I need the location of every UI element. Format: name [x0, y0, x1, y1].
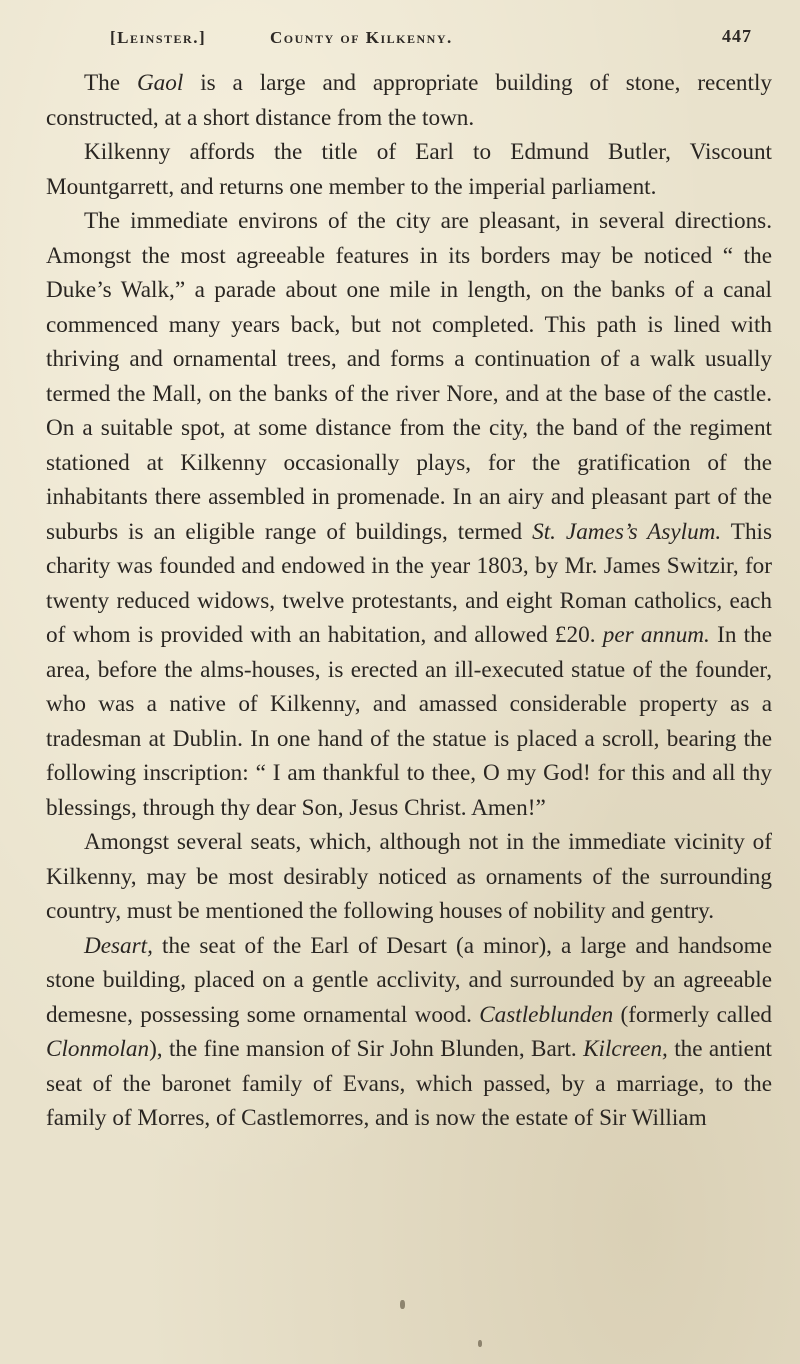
paragraph-environs — [46, 204, 772, 825]
text-run: The — [84, 70, 137, 96]
italic-term-per-annum: per annum. — [602, 622, 710, 648]
paper-wormhole — [478, 1340, 482, 1347]
paragraph-seats — [46, 825, 772, 929]
text-run: Kilkenny affords the title of Earl to Edmund Butler, Viscount Mountgarrett, and returns one member to the imperial parliament. — [46, 139, 772, 200]
italic-term-castleblunden: Castleblunden — [479, 1001, 614, 1028]
running-header — [24, 26, 780, 56]
text-run: the antient seat of the baronet family of Evans, which passed, by a marriage, to the family of Morres, of Castlemorres, and is now the estate of Sir William — [46, 1036, 772, 1131]
italic-term-asylum: St. James’s Asylum. — [532, 518, 722, 545]
paragraph-earldom — [46, 135, 772, 204]
body-text — [24, 66, 780, 1136]
italic-term-gaol: Gaol — [136, 70, 184, 96]
text-run: (formerly called — [613, 1001, 772, 1028]
text-run: This charity was founded and endowed in the year 1803, by Mr. James Switzir, for twenty reduced widows, twelve protestants, and eight Roman catholics, each of whom is provided with an habitation, and allowed £20. — [46, 518, 773, 648]
text-run: is a large and appropriate building of stone, recently constructed, at a short distance from the town. — [46, 70, 772, 131]
text-run: In the area, before the alms-houses, is erected an ill-executed statue of the founder, who was a native of Kilkenny, and amassed considerable property as a tradesman at Dublin. In one hand of the statue is placed a scroll, bearing the following inscription: “ I am thankful to thee, O my God! for this and all thy blessings, through thy dear Son, Jesus Christ. Amen!” — [46, 622, 772, 821]
paragraph-desart — [46, 929, 772, 1136]
header-county-title: County of Kilkenny. — [270, 28, 453, 47]
header-section-label: [Leinster.] — [110, 28, 207, 47]
paragraph-gaol — [46, 66, 772, 135]
italic-term-clonmolan: Clonmolan — [46, 1036, 150, 1062]
text-run: the seat of the Earl of Desart (a minor), a large and handsome stone building, placed on a gentle acclivity, and surrounded by an agreeable demesne, possessing some ornamental wood. — [46, 932, 772, 1028]
text-run: ), the fine mansion of Sir John Blunden, Bart. — [149, 1036, 584, 1062]
italic-term-kilcreen: Kilcreen, — [583, 1036, 668, 1062]
page-number: 447 — [722, 26, 752, 46]
text-run: The immediate environs of the city are pleasant, in several directions. Amongst the most agreeable features in its borders may be noticed “ the Duke’s Walk,” a parade about one mile in length, on the banks of a canal commenced many years back, but not completed. This path is lined with thriving and ornamental trees, and forms a continuation of a walk usually termed the Mall, on the banks of the river Nore, and at the base of the castle. On a suitable spot, at some distance from the city, the band of the regiment stationed at Kilkenny occasionally plays, for the gratification of the inhabitants there assembled in promenade. In an airy and pleasant part of the suburbs is an eligible range of buildings, termed — [46, 208, 772, 545]
text-run: Amongst several seats, which, although not in the immediate vicinity of Kilkenny, may be most desirably noticed as ornaments of the surrounding country, must be mentioned the following houses of nobility and gentry. — [46, 829, 772, 924]
italic-term-desart: Desart, — [84, 932, 153, 959]
paper-wormhole — [400, 1300, 405, 1309]
